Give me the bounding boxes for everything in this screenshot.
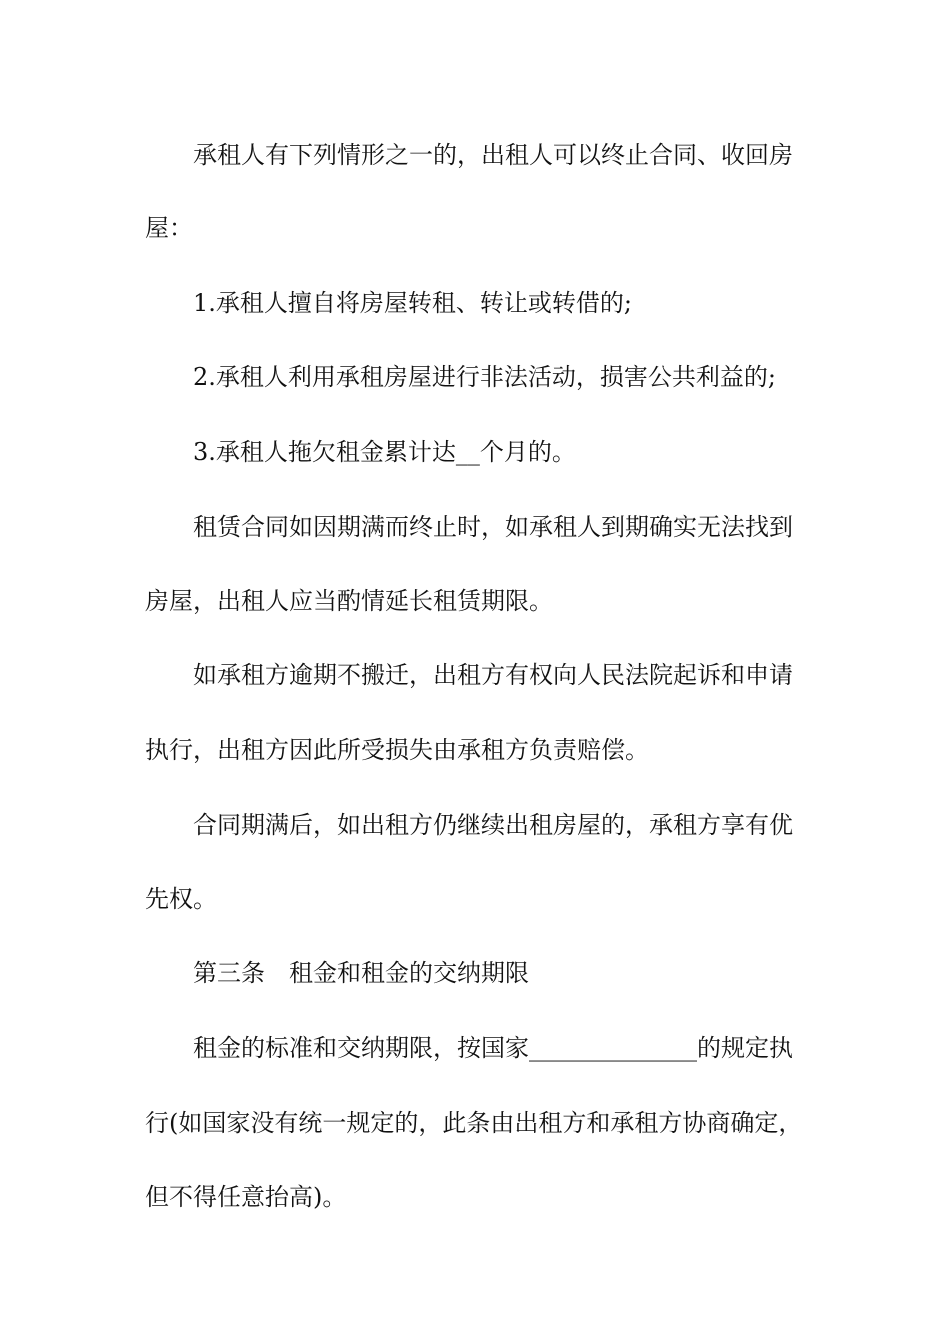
paragraph-line: 但不得任意抬高)。 — [145, 1183, 347, 1211]
paragraph-line: 房屋，出租人应当酌情延长租赁期限。 — [145, 587, 553, 615]
paragraph-line: 如承租方逾期不搬迁，出租方有权向人民法院起诉和申请 — [193, 661, 793, 689]
list-item: 3.承租人拖欠租金累计达__个月的。 — [193, 438, 576, 466]
section-heading: 第三条 租金和租金的交纳期限 — [193, 959, 529, 987]
list-item: 2.承租人利用承租房屋进行非法活动，损害公共利益的; — [193, 363, 776, 391]
paragraph-line: 承租人有下列情形之一的，出租人可以终止合同、收回房 — [193, 141, 793, 169]
paragraph-line: 租金的标准和交纳期限，按国家______________的规定执 — [193, 1034, 793, 1062]
paragraph-line: 行(如国家没有统一规定的，此条由出租方和承租方协商确定， — [145, 1109, 803, 1137]
paragraph-line: 租赁合同如因期满而终止时，如承租人到期确实无法找到 — [193, 513, 793, 541]
list-item: 1.承租人擅自将房屋转租、转让或转借的; — [193, 289, 632, 317]
paragraph-line: 执行，出租方因此所受损失由承租方负责赔偿。 — [145, 736, 649, 764]
paragraph-line: 先权。 — [145, 885, 217, 913]
paragraph-line: 屋： — [145, 214, 193, 242]
paragraph-line: 合同期满后，如出租方仍继续出租房屋的，承租方享有优 — [193, 811, 793, 839]
